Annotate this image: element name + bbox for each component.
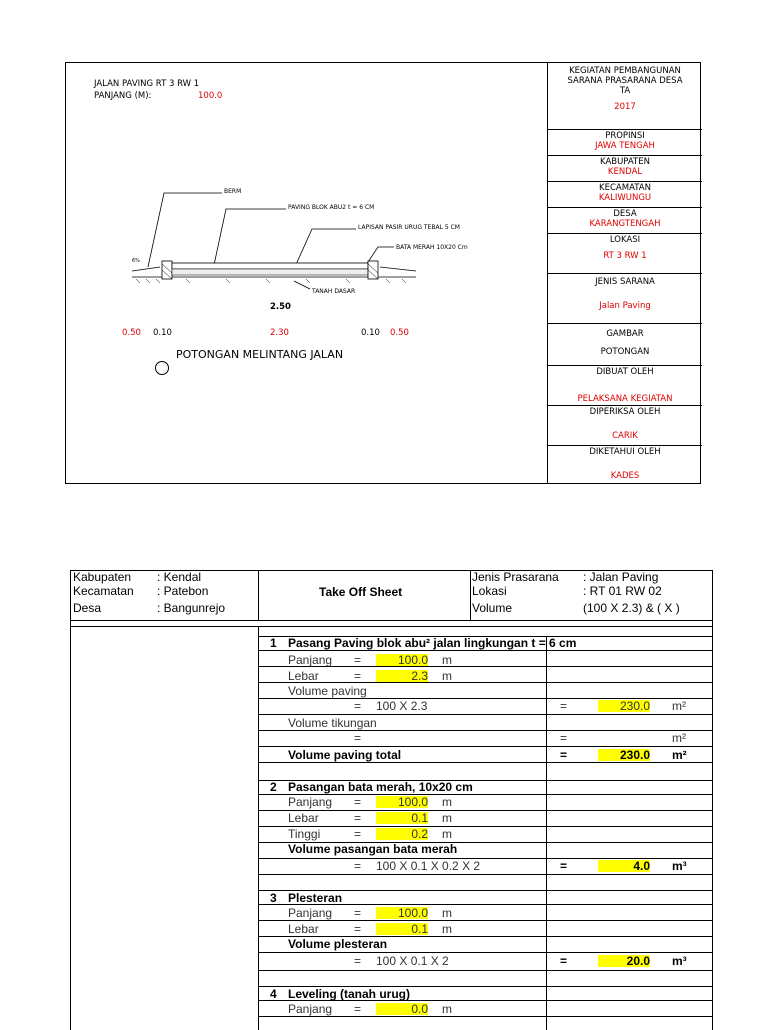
kegiatan-label: KEGIATAN PEMBANGUNAN SARANA PRASARANA DESA TA <box>567 66 683 96</box>
year-value: 2017 <box>614 102 636 112</box>
propinsi-value: JAWA TENGAH <box>595 141 655 151</box>
s1-vol-total-eq: = <box>560 748 568 762</box>
label-sand: LAPISAN PASIR URUG TEBAL 5 CM <box>358 224 460 231</box>
s1-vol-paving-eq2: = <box>560 699 568 713</box>
lokasi-value: RT 3 RW 1 <box>603 251 647 261</box>
s2-tinggi-eq: = <box>354 827 362 841</box>
s1-panjang-eq: = <box>354 653 362 667</box>
propinsi-label: PROPINSI <box>605 131 645 141</box>
s2-lebar-label: Lebar <box>288 811 319 825</box>
kabupaten-label: KABUPATEN <box>600 157 650 167</box>
row-line <box>258 874 712 875</box>
desa-value: : Bangunrejo <box>157 601 226 615</box>
dim-brick-right: 0.10 <box>361 328 380 338</box>
s3-vol-value: 20.0 <box>598 955 650 967</box>
s1-vol-paving-eq: = <box>354 699 362 713</box>
diperiksa-label: DIPERIKSA OLEH <box>589 407 661 417</box>
row-line <box>258 714 712 715</box>
s4-panjang-value: 0.0 <box>376 1003 428 1015</box>
s1-title: Pasang Paving blok abu² jalan lingkungan t = 6 cm <box>288 636 577 650</box>
kabupaten-value: KENDAL <box>607 167 643 177</box>
s2-vol-value: 4.0 <box>598 860 650 872</box>
lokasi-label: LOKASI <box>609 235 641 245</box>
dim-brick-left: 0.10 <box>153 328 172 338</box>
label-brick: BATA MERAH 10X20 Cm <box>396 244 468 251</box>
volume-value: (100 X 2.3) & ( X ) <box>583 601 680 615</box>
s2-lebar-value: 0.1 <box>376 812 428 824</box>
s1-vol-total-unit: m² <box>672 748 687 762</box>
title-block <box>547 63 702 483</box>
s1-lebar-unit: m <box>442 669 452 683</box>
s2-vol-expr: 100 X 0.1 X 0.2 X 2 <box>376 859 481 873</box>
s1-panjang-unit: m <box>442 653 452 667</box>
dibuat-label: DIBUAT OLEH <box>596 367 654 377</box>
s2-no: 2 <box>270 780 277 794</box>
lokasi-label: Lokasi <box>472 584 507 598</box>
length-value: 100.0 <box>198 91 223 101</box>
s3-vol-eq: = <box>354 954 362 968</box>
jenis-label: Jenis Prasarana <box>472 570 559 584</box>
s3-vol-expr: 100 X 0.1 X 2 <box>376 954 449 968</box>
column-line <box>546 636 547 1030</box>
row-line <box>258 810 712 811</box>
s2-lebar-unit: m <box>442 811 452 825</box>
s2-title: Pasangan bata merah, 10x20 cm <box>288 780 473 794</box>
gambar-label: GAMBAR <box>606 329 644 339</box>
s2-tinggi-unit: m <box>442 827 452 841</box>
s1-vol-total-value: 230.0 <box>598 749 650 761</box>
s1-vol-tikungan-unit: m² <box>672 731 686 745</box>
dim-berm-right: 0.50 <box>390 328 409 338</box>
project-title: JALAN PAVING RT 3 RW 1 <box>94 79 200 89</box>
s1-no: 1 <box>270 636 277 650</box>
s1-vol-paving-label: Volume paving <box>288 684 367 698</box>
row-line <box>258 970 712 971</box>
s2-panjang-unit: m <box>442 795 452 809</box>
s3-vol-unit: m³ <box>672 954 687 968</box>
s3-panjang-eq: = <box>354 906 362 920</box>
s4-panjang-label: Panjang <box>288 1002 333 1016</box>
s1-vol-tikungan-eq2: = <box>560 731 568 745</box>
section-marker <box>155 361 169 375</box>
s1-vol-paving-expr: 100 X 2.3 <box>376 699 428 713</box>
dim-paving: 2.30 <box>270 328 289 338</box>
s2-panjang-label: Panjang <box>288 795 333 809</box>
s1-panjang-value: 100.0 <box>376 654 428 666</box>
row-line <box>258 730 712 731</box>
diketahui-label: DIKETAHUI OLEH <box>589 447 661 457</box>
label-slope: 6% <box>132 258 140 264</box>
row-line <box>258 762 712 763</box>
s3-vol-eq2: = <box>560 954 568 968</box>
kabupaten-label: Kabupaten <box>73 570 132 584</box>
s2-tinggi-value: 0.2 <box>376 828 428 840</box>
s2-panjang-value: 100.0 <box>376 796 428 808</box>
drawing-sheet <box>65 62 701 484</box>
jenis-value: : Jalan Paving <box>583 570 659 584</box>
desa-value: KARANGTENGAH <box>589 219 661 229</box>
sheet-title: Take Off Sheet <box>319 585 403 599</box>
row-line <box>258 920 712 921</box>
s3-title: Plesteran <box>288 891 343 905</box>
s4-panjang-unit: m <box>442 1002 452 1016</box>
s1-lebar-eq: = <box>354 669 362 683</box>
dim-berm-left: 0.50 <box>122 328 141 338</box>
volume-label: Volume <box>472 601 513 615</box>
label-soil: TANAH DASAR <box>312 288 356 295</box>
cross-section-drawing <box>126 181 506 291</box>
kecamatan-value: : Patebon <box>157 584 209 598</box>
s3-lebar-eq: = <box>354 922 362 936</box>
s2-vol-label: Volume pasangan bata merah <box>288 842 458 856</box>
kabupaten-value: : Kendal <box>157 570 202 584</box>
dibuat-value: PELAKSANA KEGIATAN <box>577 394 673 404</box>
kecamatan-label: Kecamatan <box>73 584 134 598</box>
lokasi-value: : RT 01 RW 02 <box>583 584 662 598</box>
section-title: POTONGAN MELINTANG JALAN <box>176 348 344 361</box>
s1-vol-tikungan-eq: = <box>354 731 362 745</box>
s3-lebar-label: Lebar <box>288 922 319 936</box>
row-line <box>258 682 712 683</box>
s1-panjang-label: Panjang <box>288 653 333 667</box>
s3-panjang-label: Panjang <box>288 906 333 920</box>
s1-vol-paving-unit: m² <box>672 699 686 713</box>
s4-title: Leveling (tanah urug) <box>288 987 411 1001</box>
s3-lebar-value: 0.1 <box>376 923 428 935</box>
s3-no: 3 <box>270 891 277 905</box>
s1-lebar-label: Lebar <box>288 669 319 683</box>
s2-vol-eq2: = <box>560 859 568 873</box>
kecamatan-label: KECAMATAN <box>599 183 651 193</box>
s4-no: 4 <box>270 987 277 1001</box>
s3-panjang-unit: m <box>442 906 452 920</box>
label-berm: BERM <box>224 188 242 195</box>
s1-lebar-value: 2.3 <box>376 670 428 682</box>
jenis-sarana-value: Jalan Paving <box>599 301 651 311</box>
s1-vol-total-label: Volume paving total <box>288 748 402 762</box>
kecamatan-value: KALIWUNGU <box>598 193 652 203</box>
s2-lebar-eq: = <box>354 811 362 825</box>
s2-tinggi-label: Tinggi <box>288 827 321 841</box>
row-line <box>258 1016 712 1017</box>
take-off-sheet <box>70 570 713 1030</box>
s3-lebar-unit: m <box>442 922 452 936</box>
desa-label: DESA <box>613 209 637 219</box>
length-label: PANJANG (M): <box>94 91 152 101</box>
gambar-value: POTONGAN <box>600 347 650 357</box>
s4-panjang-eq: = <box>354 1002 362 1016</box>
s3-vol-label: Volume plesteran <box>288 937 388 951</box>
s1-vol-paving-value: 230.0 <box>598 700 650 712</box>
row-line <box>258 952 712 953</box>
row-line <box>258 746 712 747</box>
row-line <box>258 650 712 651</box>
diketahui-value: KADES <box>610 471 640 481</box>
s2-panjang-eq: = <box>354 795 362 809</box>
desa-label: Desa <box>73 601 102 615</box>
total-width: 2.50 <box>270 302 291 312</box>
s2-vol-unit: m³ <box>672 859 687 873</box>
diperiksa-value: CARIK <box>612 431 638 441</box>
jenis-sarana-label: JENIS SARANA <box>595 277 655 287</box>
s1-vol-tikungan-label: Volume tikungan <box>288 716 377 730</box>
row-line <box>258 826 712 827</box>
s2-vol-eq: = <box>354 859 362 873</box>
s3-panjang-value: 100.0 <box>376 907 428 919</box>
label-paving: PAVING BLOK ABU2 t = 6 CM <box>288 204 375 211</box>
